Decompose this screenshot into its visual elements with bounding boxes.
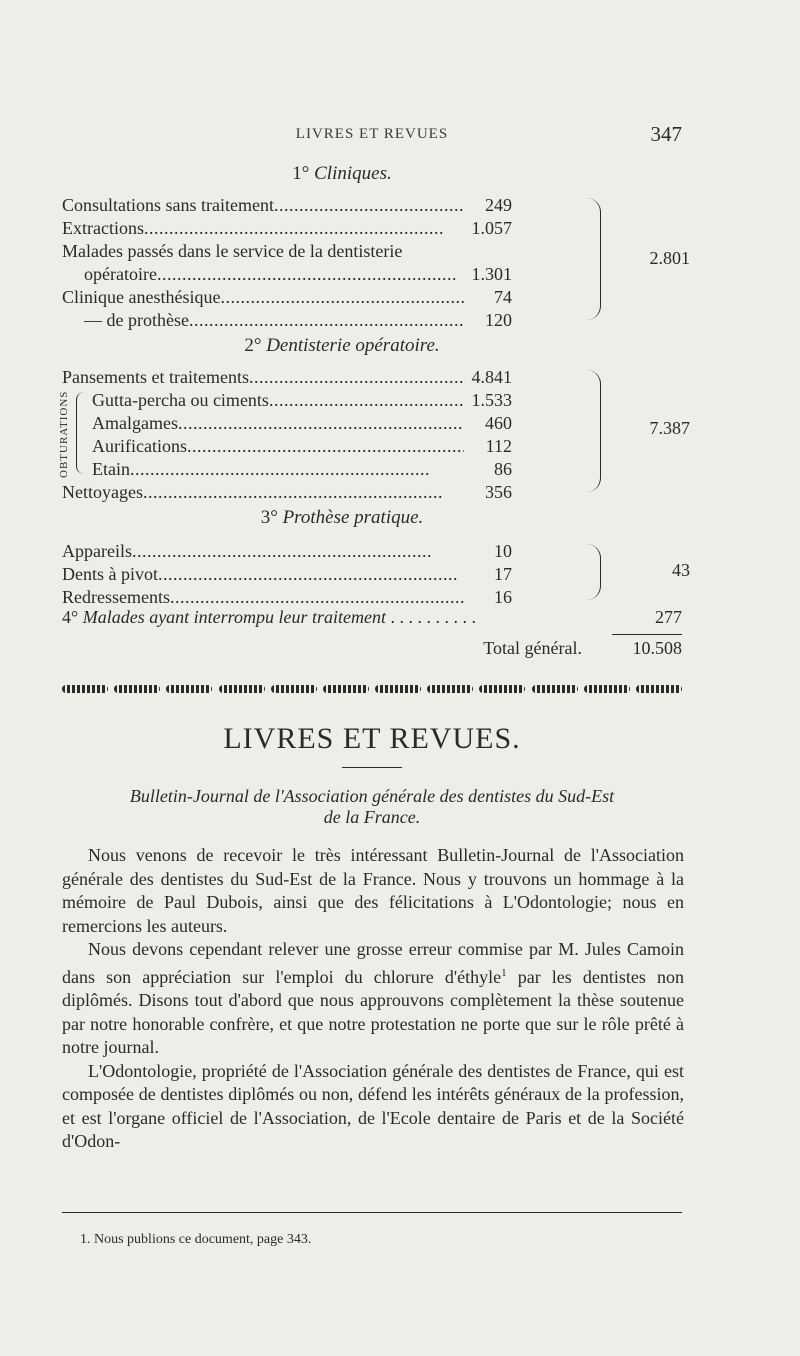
section-title-cliniques	[62, 163, 622, 185]
paragraph	[62, 938, 684, 1060]
section-title-dentisterie	[62, 335, 622, 357]
leader-dots	[130, 458, 464, 481]
grand-total-label: Total général.	[483, 638, 582, 658]
leader-dots	[187, 435, 464, 458]
leader-dots	[269, 389, 464, 412]
section-4-line	[62, 607, 682, 628]
leader-dots	[178, 412, 464, 435]
table-row	[62, 240, 512, 263]
running-head	[62, 122, 682, 148]
total-rule	[612, 634, 682, 635]
leader-dots	[249, 366, 464, 389]
brace	[586, 544, 601, 600]
section-title-text: Cliniques.	[314, 163, 392, 184]
row-label: Amalgames	[92, 413, 178, 433]
leader-dots	[132, 540, 464, 563]
ornamental-divider	[62, 681, 682, 697]
paragraph-text: Nous devons cependant relever une grosse erreur commise par M. Jules Camoin dans son appréciation sur l'emploi du chlorure d'éthyle	[62, 939, 684, 987]
review-title-line: Bulletin-Journal de l'Association générale des dentistes du Sud-Est	[129, 786, 615, 806]
section-total: 7.387	[649, 418, 690, 438]
leader-dots	[143, 481, 464, 504]
table-row	[62, 389, 512, 412]
vertical-label-obturations: OBTURATIONS	[58, 390, 70, 478]
cliniques-table	[62, 194, 512, 332]
row-value: 10	[494, 541, 512, 561]
row-label: Malades passés dans le service de la dentisterie	[62, 241, 403, 261]
section-total: 43	[672, 560, 690, 580]
review-title-line: de la France.	[323, 807, 421, 827]
row-label: Extractions	[62, 218, 144, 238]
leader-dots	[144, 217, 464, 240]
row-label: Gutta-percha ou ciments	[92, 390, 269, 410]
paragraph: Nous venons de recevoir le très intéressant Bulletin-Journal de l'Association générale des dentistes du Sud-Est de la France. Nous y trouvons un hommage à la mémoire de Paul Dubois, ainsi que des félicitations à L'Odontologie; nous en remercions les auteurs.	[62, 845, 684, 936]
row-value: 356	[485, 482, 512, 502]
brace	[586, 370, 601, 492]
section-number: 3°	[260, 507, 278, 528]
leader-dots	[189, 309, 464, 332]
footnote-marker[interactable]: 1	[501, 966, 507, 979]
table-row	[62, 435, 512, 458]
main-heading: LIVRES ET REVUES.	[223, 722, 521, 755]
paragraph-text: par les dentistes non diplômés. Disons tout d'abord que nous approuvons complètement la thèse soutenue par notre honorable confrère, et que notre protestation ne porte que sur le rôle prêté à notre journal.	[62, 966, 684, 1057]
dentisterie-table	[62, 366, 512, 504]
table-row	[62, 217, 512, 240]
table-row	[62, 586, 512, 609]
row-label: Aurifications	[92, 436, 187, 456]
row-label: Etain	[92, 459, 130, 479]
row-value: 112	[485, 436, 512, 456]
row-value: 1.533	[471, 390, 512, 410]
section-number: 2°	[244, 335, 262, 356]
leader-dots	[170, 586, 464, 609]
row-value: 17	[494, 564, 512, 584]
row-label: opératoire	[84, 264, 157, 284]
table-row	[62, 309, 512, 332]
leader-dots	[157, 263, 464, 286]
table-row	[62, 194, 512, 217]
prothese-table	[62, 540, 512, 609]
table-row	[62, 366, 512, 389]
page-number: 347	[650, 122, 682, 146]
leader-dots	[220, 286, 464, 309]
row-label: Dents à pivot	[62, 564, 158, 584]
section-title-text: Dentisterie opératoire.	[266, 335, 440, 356]
row-label: Consultations sans traitement	[62, 195, 274, 215]
row-value: 86	[494, 459, 512, 479]
row-value: 4.841	[471, 367, 512, 387]
section-4-value: 277	[655, 607, 682, 627]
row-value: 1.057	[471, 218, 512, 238]
heading-rule	[342, 767, 402, 768]
row-value: 1.301	[471, 264, 512, 284]
leader-dots	[158, 563, 464, 586]
running-head-title: LIVRES ET REVUES	[295, 126, 449, 142]
section-total: 2.801	[649, 248, 690, 268]
row-value: 249	[485, 195, 512, 215]
row-label: Nettoyages	[62, 482, 143, 502]
row-label: Clinique anesthésique	[62, 287, 221, 307]
table-row	[62, 286, 512, 309]
row-value: 74	[494, 287, 512, 307]
table-row	[62, 481, 512, 504]
row-label: Appareils	[62, 541, 132, 561]
row-label: — de prothèse	[84, 310, 189, 330]
grand-total-value: 10.508	[632, 638, 682, 658]
paragraph: L'Odontologie, propriété de l'Association générale des dentistes de France, qui est composée de dentistes diplômés ou non, défend les intérêts généraux de la profession, et est l'organe officiel de l'Association, de l'Ecole dentaire de Paris et de la Société d'Odon-	[62, 1060, 684, 1151]
section-4-label: Malades ayant interrompu leur traitement	[82, 607, 386, 627]
table-row	[62, 412, 512, 435]
review-title	[62, 786, 682, 828]
table-row	[62, 458, 512, 481]
section-number: 1°	[292, 163, 310, 184]
leader-dots: . . . . . . . . . .	[390, 607, 476, 627]
section-number: 4°	[62, 607, 79, 627]
brace	[586, 198, 601, 320]
row-label: Pansements et traitements	[62, 367, 249, 387]
row-label: Redressements	[62, 587, 170, 607]
section-title-text: Prothèse pratique.	[282, 507, 424, 528]
leader-dots	[274, 194, 464, 217]
table-row	[62, 263, 512, 286]
footnote: 1. Nous publions ce document, page 343.	[80, 1232, 312, 1247]
row-value: 16	[494, 587, 512, 607]
table-row	[62, 563, 512, 586]
article-body	[62, 844, 684, 1154]
row-value: 120	[485, 310, 512, 330]
row-value: 460	[485, 413, 512, 433]
table-row	[62, 540, 512, 563]
section-title-prothese	[62, 507, 622, 529]
footnote-rule	[62, 1212, 682, 1213]
